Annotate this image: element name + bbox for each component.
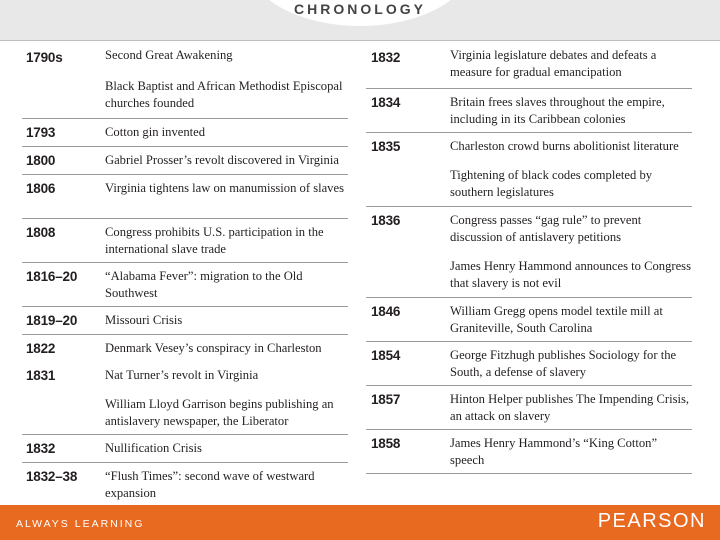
entry-event: Missouri Crisis: [105, 313, 183, 327]
entry-event: James Henry Hammond announces to Congress that slavery is not evil: [450, 259, 691, 290]
entry-year: 1819–20: [26, 313, 78, 328]
entry-year: 1790s: [26, 50, 63, 65]
entry-event: “Flush Times”: second wave of westward expansion: [105, 469, 315, 500]
timeline-entry: [366, 206, 692, 290]
pearson-logo: PEARSON: [597, 510, 706, 532]
column-bottom-rule: [366, 473, 692, 474]
entry-event: Denmark Vesey’s conspiracy in Charleston: [105, 341, 322, 355]
entry-year: 1846: [371, 304, 401, 319]
timeline-entry: [22, 146, 348, 168]
entry-event: Nullification Crisis: [105, 441, 202, 455]
entry-event: William Gregg opens model textile mill at Graniteville, South Carolina: [450, 304, 663, 335]
entry-year: 1836: [371, 213, 401, 228]
entry-event: Charleston crowd burns abolitionist literature: [450, 139, 679, 153]
timeline-entry: [22, 218, 348, 256]
timeline-entry: [366, 132, 692, 199]
timeline-entry: [22, 462, 348, 500]
entry-year: 1800: [26, 153, 56, 168]
entry-year: 1858: [371, 436, 401, 451]
entry-year: 1831: [26, 368, 56, 383]
timeline-entry: [22, 306, 348, 328]
entry-year: 1835: [371, 139, 401, 154]
entry-event: [450, 347, 694, 381]
entry-year: 1832: [371, 50, 401, 65]
entry-year: 1816–20: [26, 269, 78, 284]
entry-event: Virginia tightens law on manumission of slaves: [105, 181, 344, 195]
entry-event: William Lloyd Garrison begins publishing an antislavery newspaper, the Liberator: [105, 397, 334, 428]
entry-event: Britain frees slaves throughout the empire, including in its Caribbean colonies: [450, 95, 665, 126]
entry-event: Virginia legislature debates and defeats a measure for gradual emancipation: [450, 48, 657, 79]
timeline-entry: [22, 262, 348, 300]
page-title: CHRONOLOGY: [294, 1, 426, 17]
entry-event: Gabriel Prosser’s revolt discovered in Virginia: [105, 153, 339, 167]
timeline-entry: [366, 385, 692, 423]
entry-event: Congress prohibits U.S. participation in the international slave trade: [105, 225, 324, 256]
timeline-entry: [22, 118, 348, 140]
timeline-entry: [22, 434, 348, 456]
entry-year: 1822: [26, 341, 56, 356]
entry-event: Nat Turner’s revolt in Virginia: [105, 368, 259, 382]
timeline-entry: [22, 334, 348, 356]
entry-year: 1806: [26, 181, 56, 196]
entry-year: 1834: [371, 95, 401, 110]
footer-bar: [0, 505, 720, 540]
entry-event: “Alabama Fever”: migration to the Old Southwest: [105, 269, 303, 300]
entry-year: 1808: [26, 225, 56, 240]
entry-event: Hinton Helper publishes The Impending Crisis, an attack on slavery: [450, 392, 690, 423]
timeline-entry: [366, 297, 692, 335]
entry-year: 1793: [26, 125, 56, 140]
timeline-entry: [22, 174, 348, 196]
entry-year: 1832: [26, 441, 56, 456]
entry-event: James Henry Hammond’s “King Cotton” speech: [450, 436, 658, 467]
event-text: George Fitzhugh publishes Sociology for the South, a defense of slavery: [450, 348, 677, 379]
timeline-entry: [366, 341, 692, 379]
entry-event: Black Baptist and African Methodist Episcopal churches founded: [105, 79, 343, 110]
header-band: [0, 0, 720, 41]
timeline-entry: [366, 88, 692, 126]
entry-event: Tightening of black codes completed by southern legislatures: [450, 168, 653, 199]
entry-year: 1854: [371, 348, 401, 363]
entry-year: 1832–38: [26, 469, 78, 484]
entry-event: Second Great Awakening: [105, 48, 233, 62]
entry-event: Cotton gin invented: [105, 125, 206, 139]
footer-tagline: ALWAYS LEARNING: [16, 518, 145, 530]
entry-year: 1857: [371, 392, 401, 407]
entry-event: Congress passes “gag rule” to prevent discussion of antislavery petitions: [450, 213, 642, 244]
timeline-entry: [366, 429, 692, 467]
